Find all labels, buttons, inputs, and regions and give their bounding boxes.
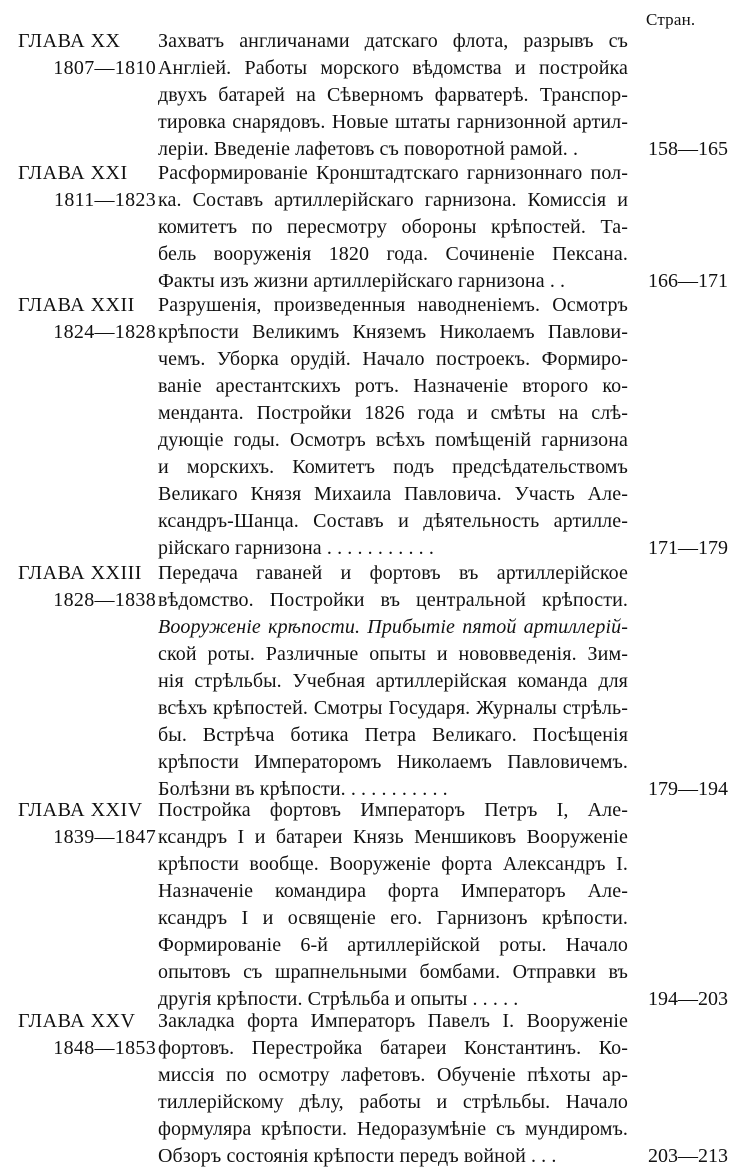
chapter-title: ГЛАВА XXV — [18, 1010, 136, 1032]
chapter-heading — [18, 292, 156, 346]
description-line: Англіей. Работы морского вѣдомства и постройка — [158, 57, 628, 79]
description-line: менданта. Постройки 1826 года и смѣты на слѣ- — [158, 402, 628, 424]
description-line: крѣпости Великимъ Княземъ Николаемъ Павлови- — [158, 321, 628, 343]
description-line: вѣдомство. Постройки въ центральной крѣпости. — [158, 589, 628, 611]
description-line: леріи. Введеніе лафетовъ съ поворотной рамой. . — [158, 138, 579, 160]
chapter-heading — [18, 797, 156, 851]
description-line: Постройка фортовъ Императоръ Петръ I, Але- — [158, 799, 628, 821]
description-line: Закладка форта Императоръ Павелъ I. Вооруженіе — [158, 1010, 628, 1032]
description-line: бель вооруженія 1820 года. Сочиненіе Пексана. — [158, 243, 628, 265]
chapter-heading — [18, 28, 156, 82]
chapter-description — [158, 160, 628, 295]
chapter-years: 1848—1853 — [53, 1037, 156, 1059]
description-line: Болѣзни въ крѣпости. . . . . . . . . . . — [158, 778, 448, 800]
chapter-description — [158, 1008, 628, 1170]
chapter-title: ГЛАВА XXI — [18, 162, 128, 184]
chapter-years: 1824—1828 — [53, 321, 156, 343]
page-range: 179—194 — [648, 778, 728, 800]
description-line: дующіе годы. Осмотръ всѣхъ помѣщеній гарнизона — [158, 429, 628, 451]
description-line: всѣхъ крѣпостей. Смотры Государя. Журналы стрѣль- — [158, 697, 628, 719]
description-line: двухъ батарей на Сѣверномъ фарватерѣ. Транспор- — [158, 84, 628, 106]
chapter-years: 1839—1847 — [53, 826, 156, 848]
description-line: фортовъ. Перестройка батареи Константинъ. Ко- — [158, 1037, 628, 1059]
description-line: крѣпости Императоромъ Николаемъ Павловичемъ. — [158, 751, 628, 773]
chapter-title: ГЛАВА XX — [18, 30, 121, 52]
description-line: другія крѣпости. Стрѣльба и опыты . . . . . — [158, 988, 519, 1010]
description-line: и морскихъ. Комитетъ подъ предсѣдательствомъ — [158, 456, 628, 478]
description-line: бы. Встрѣча ботика Петра Великаго. Посѣщенія — [158, 724, 628, 746]
description-line: крѣпости вообще. Вооруженіе форта Александръ I. — [158, 853, 628, 875]
description-line: чемъ. Уборка орудій. Начало построекъ. Формиро- — [158, 348, 628, 370]
chapter-years: 1811—1823 — [54, 189, 156, 211]
chapter-heading — [18, 1008, 156, 1062]
chapter-description — [158, 28, 628, 163]
page-range: 194—203 — [648, 988, 728, 1010]
chapter-heading — [18, 560, 156, 614]
description-line: Формированіе 6-й артиллерійской роты. Начало — [158, 934, 628, 956]
page-range: 203—213 — [648, 1145, 728, 1167]
chapter-years: 1807—1810 — [53, 57, 156, 79]
page-range: 171—179 — [648, 537, 728, 559]
description-line: тиллерійскому дѣлу, работы и стрѣльбы. Начало — [158, 1091, 628, 1113]
description-line: ской роты. Различные опыты и нововведенія. Зим- — [158, 643, 628, 665]
description-line: Расформированіе Кронштадтскаго гарнизоннаго пол- — [158, 162, 628, 184]
description-line: Разрушенія, произведенныя наводненіемъ. Осмотръ — [158, 294, 628, 316]
description-line: комитетъ по пересмотру обороны крѣпостей. Та- — [158, 216, 628, 238]
description-line: Назначеніе командира форта Императоръ Але- — [158, 880, 628, 902]
chapter-years: 1828—1838 — [53, 589, 156, 611]
description-line: тировка снарядовъ. Новые штаты гарнизонной артил- — [158, 111, 628, 133]
description-line: ксандръ I и батареи Князь Меншиковъ Вооруженіе — [158, 826, 628, 848]
chapter-title: ГЛАВА XXIV — [18, 799, 143, 821]
chapter-description — [158, 292, 628, 562]
description-line: ксандръ-Шанца. Составъ и дѣятельность артилле- — [158, 510, 628, 532]
chapter-description — [158, 560, 628, 803]
page-range: 166—171 — [648, 270, 728, 292]
description-line: ваніе арестантскихъ ротъ. Назначеніе второго ко- — [158, 375, 628, 397]
description-line: Захватъ англичанами датскаго флота, разрывъ съ — [158, 30, 628, 52]
description-line: формуляра крѣпости. Недоразумѣніе съ мундиромъ. — [158, 1118, 628, 1140]
description-line: Передача гаваней и фортовъ въ артиллерійское — [158, 562, 628, 584]
description-line: Обзоръ состоянія крѣпости передъ войной . . . — [158, 1145, 557, 1167]
description-line: миссія по осмотру лафетовъ. Обученіе пѣхоты ар- — [158, 1064, 628, 1086]
description-line: ка. Составъ артиллерійскаго гарнизона. Комиссія и — [158, 189, 628, 211]
chapter-title: ГЛАВА XXII — [18, 294, 135, 316]
description-line: опытовъ съ шрапнельными бомбами. Отправки въ — [158, 961, 628, 983]
description-line: Вооруженіе крѣпости. Прибытіе пятой артиллерій- — [158, 616, 628, 638]
pages-column-header: Стран. — [646, 10, 696, 29]
description-line: Факты изъ жизни артиллерійскаго гарнизона . . — [158, 270, 566, 292]
chapter-title: ГЛАВА XXIII — [18, 562, 142, 584]
description-line: ксандръ I и освященіе его. Гарнизонъ крѣпости. — [158, 907, 628, 929]
page-range: 158—165 — [648, 138, 728, 160]
chapter-heading — [18, 160, 156, 214]
chapter-description — [158, 797, 628, 1013]
description-line: Великаго Князя Михаила Павловича. Участь Але- — [158, 483, 628, 505]
description-line: нія стрѣльбы. Учебная артиллерійская команда для — [158, 670, 628, 692]
description-line: рійскаго гарнизона . . . . . . . . . . . — [158, 537, 434, 559]
